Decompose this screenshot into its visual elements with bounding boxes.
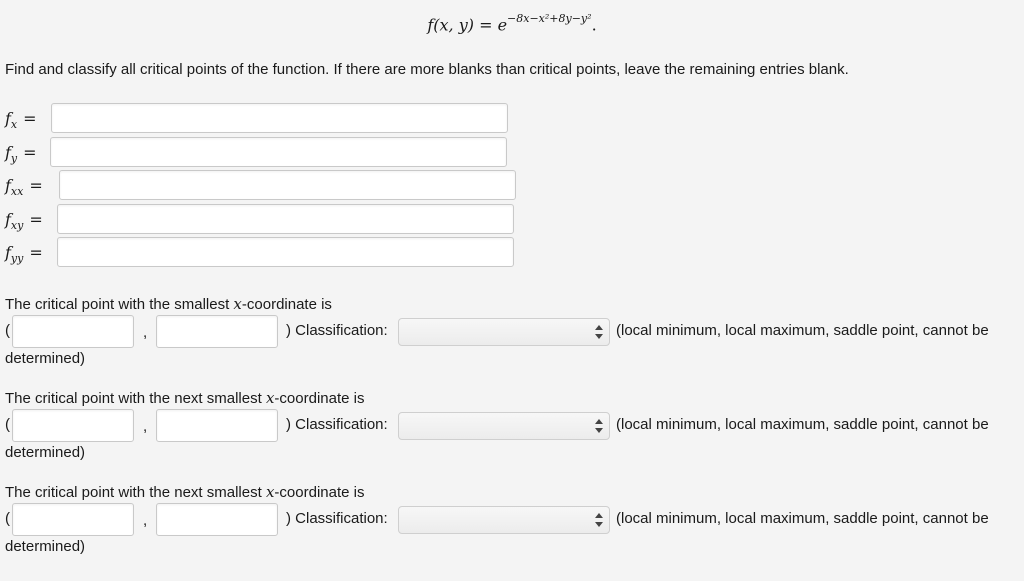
open-paren: ( [5, 322, 10, 339]
critical-point-3-title: The critical point with the next smallest x-coordinate is [5, 483, 365, 501]
classification-hint: (local minimum, local maximum, saddle point, cannot be [616, 510, 989, 527]
formula-exponent: −8x−x²+8y−y² [507, 12, 592, 25]
formula-lhs: f(x, y) = [427, 15, 498, 35]
select-arrows-icon [595, 325, 605, 341]
critical-point-3-y-input[interactable] [156, 503, 278, 536]
critical-point-1-y-input[interactable] [156, 315, 278, 348]
classification-label: ) Classification: [286, 510, 388, 527]
critical-point-2-title: The critical point with the next smallest x-coordinate is [5, 389, 365, 407]
fyy-input[interactable] [57, 237, 514, 267]
comma: , [143, 512, 148, 529]
fxy-label: $f_{xy}$ = [5, 210, 43, 233]
classification-hint-cont: determined) [5, 538, 86, 555]
fyy-label: $f_{yy}$ = [5, 243, 43, 266]
fxx-input[interactable] [59, 170, 516, 200]
comma: , [143, 324, 148, 341]
open-paren: ( [5, 510, 10, 527]
function-formula [0, 14, 1024, 34]
critical-point-1-classification-select[interactable] [398, 318, 610, 346]
critical-point-3-x-input[interactable] [12, 503, 134, 536]
fy-label: $f_y$ = [5, 143, 37, 166]
fxy-input[interactable] [57, 204, 514, 234]
classification-hint-cont: determined) [5, 350, 86, 367]
instructions-text: Find and classify all critical points of the function. If there are more blanks than critical points, leave the remaining entries blank. [5, 61, 849, 78]
comma: , [143, 418, 148, 435]
select-arrows-icon [595, 513, 605, 529]
classification-hint: (local minimum, local maximum, saddle point, cannot be [616, 322, 989, 339]
fy-input[interactable] [50, 137, 507, 167]
critical-point-3-classification-select[interactable] [398, 506, 610, 534]
classification-label: ) Classification: [286, 322, 388, 339]
critical-point-1-title: The critical point with the smallest x-coordinate is [5, 295, 332, 313]
classification-hint: (local minimum, local maximum, saddle point, cannot be [616, 416, 989, 433]
critical-point-2-x-input[interactable] [12, 409, 134, 442]
fxx-label: $f_{xx}$ = [5, 176, 43, 199]
classification-hint-cont: determined) [5, 444, 86, 461]
open-paren: ( [5, 416, 10, 433]
fx-label: $f_x$ = [5, 109, 37, 132]
critical-point-2-classification-select[interactable] [398, 412, 610, 440]
select-arrows-icon [595, 419, 605, 435]
critical-point-1-x-input[interactable] [12, 315, 134, 348]
fx-input[interactable] [51, 103, 508, 133]
formula-base: e [497, 15, 508, 35]
critical-point-2-y-input[interactable] [156, 409, 278, 442]
formula-trail: . [591, 15, 597, 35]
classification-label: ) Classification: [286, 416, 388, 433]
